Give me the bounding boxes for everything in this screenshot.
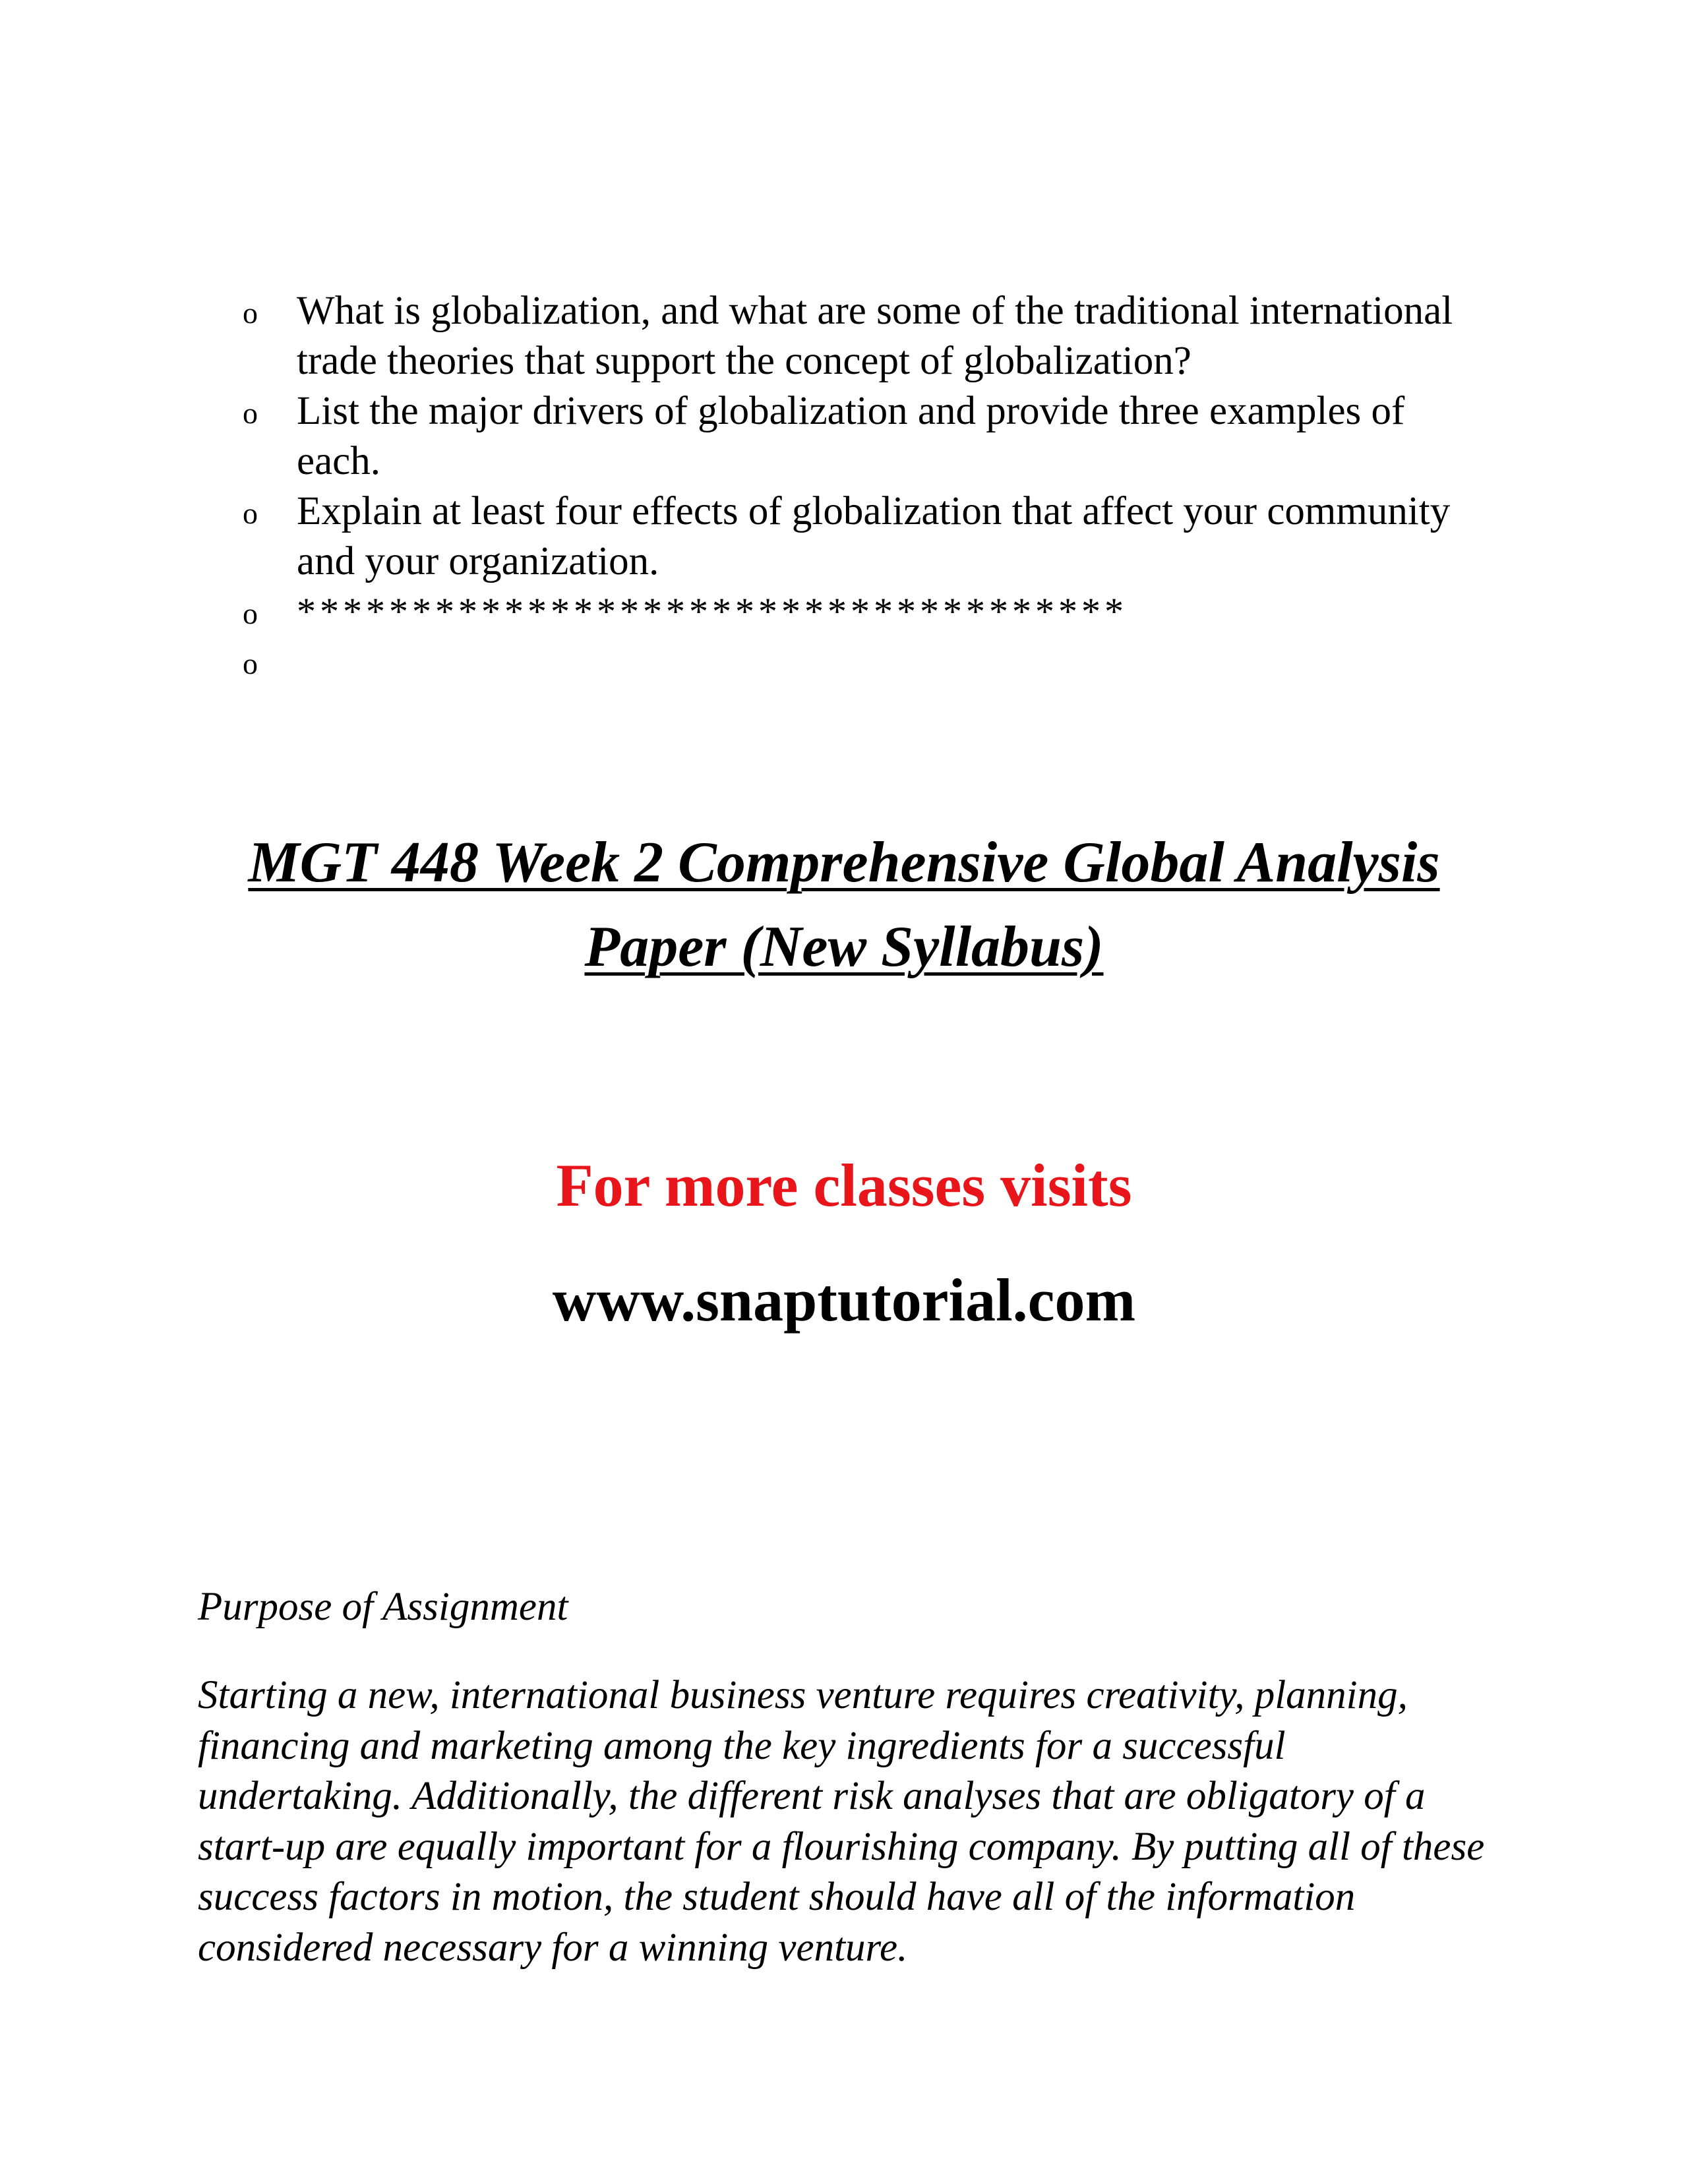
separator-stars: ************************************ [297, 590, 1128, 633]
bullet-circle-icon: o [243, 647, 258, 680]
promo-text: For more classes visits [556, 1152, 1132, 1219]
list-item-text: List the major drivers of globalization and provide three examples of each. [297, 389, 1405, 483]
bullet-circle-icon: o [243, 496, 258, 530]
list-item-text: Explain at least four effects of globalization that affect your community and your organization. [297, 489, 1451, 583]
bullet-circle-icon: o [243, 296, 258, 330]
bullet-circle-icon: o [243, 396, 258, 430]
section-heading: Purpose of Assignment [198, 1585, 568, 1629]
website-link[interactable]: www.snaptutorial.com [552, 1266, 1136, 1334]
list-item [243, 487, 1495, 587]
bullet-circle-icon: o [243, 597, 258, 630]
list-item [243, 587, 1495, 637]
list-item-text: What is globalization, and what are some of the traditional international trade theories that support the concept of globalization? [297, 289, 1453, 383]
list-item [243, 286, 1495, 386]
list-item [243, 637, 1495, 687]
document-title: MGT 448 Week 2 Comprehensive Global Analysis Paper (New Syllabus) [248, 831, 1440, 979]
list-item [243, 386, 1495, 487]
purpose-paragraph: Starting a new, international business venture requires creativity, planning, financing and marketing among the key ingredients for a successful undertaking. Additionally, the different risk analyses that are obligatory of a start-up are equally important for a flourishing company. By putting all of these success factors in motion, the student should have all of the information considered necessary for a winning venture. [198, 1673, 1485, 1970]
question-list [243, 286, 1495, 687]
